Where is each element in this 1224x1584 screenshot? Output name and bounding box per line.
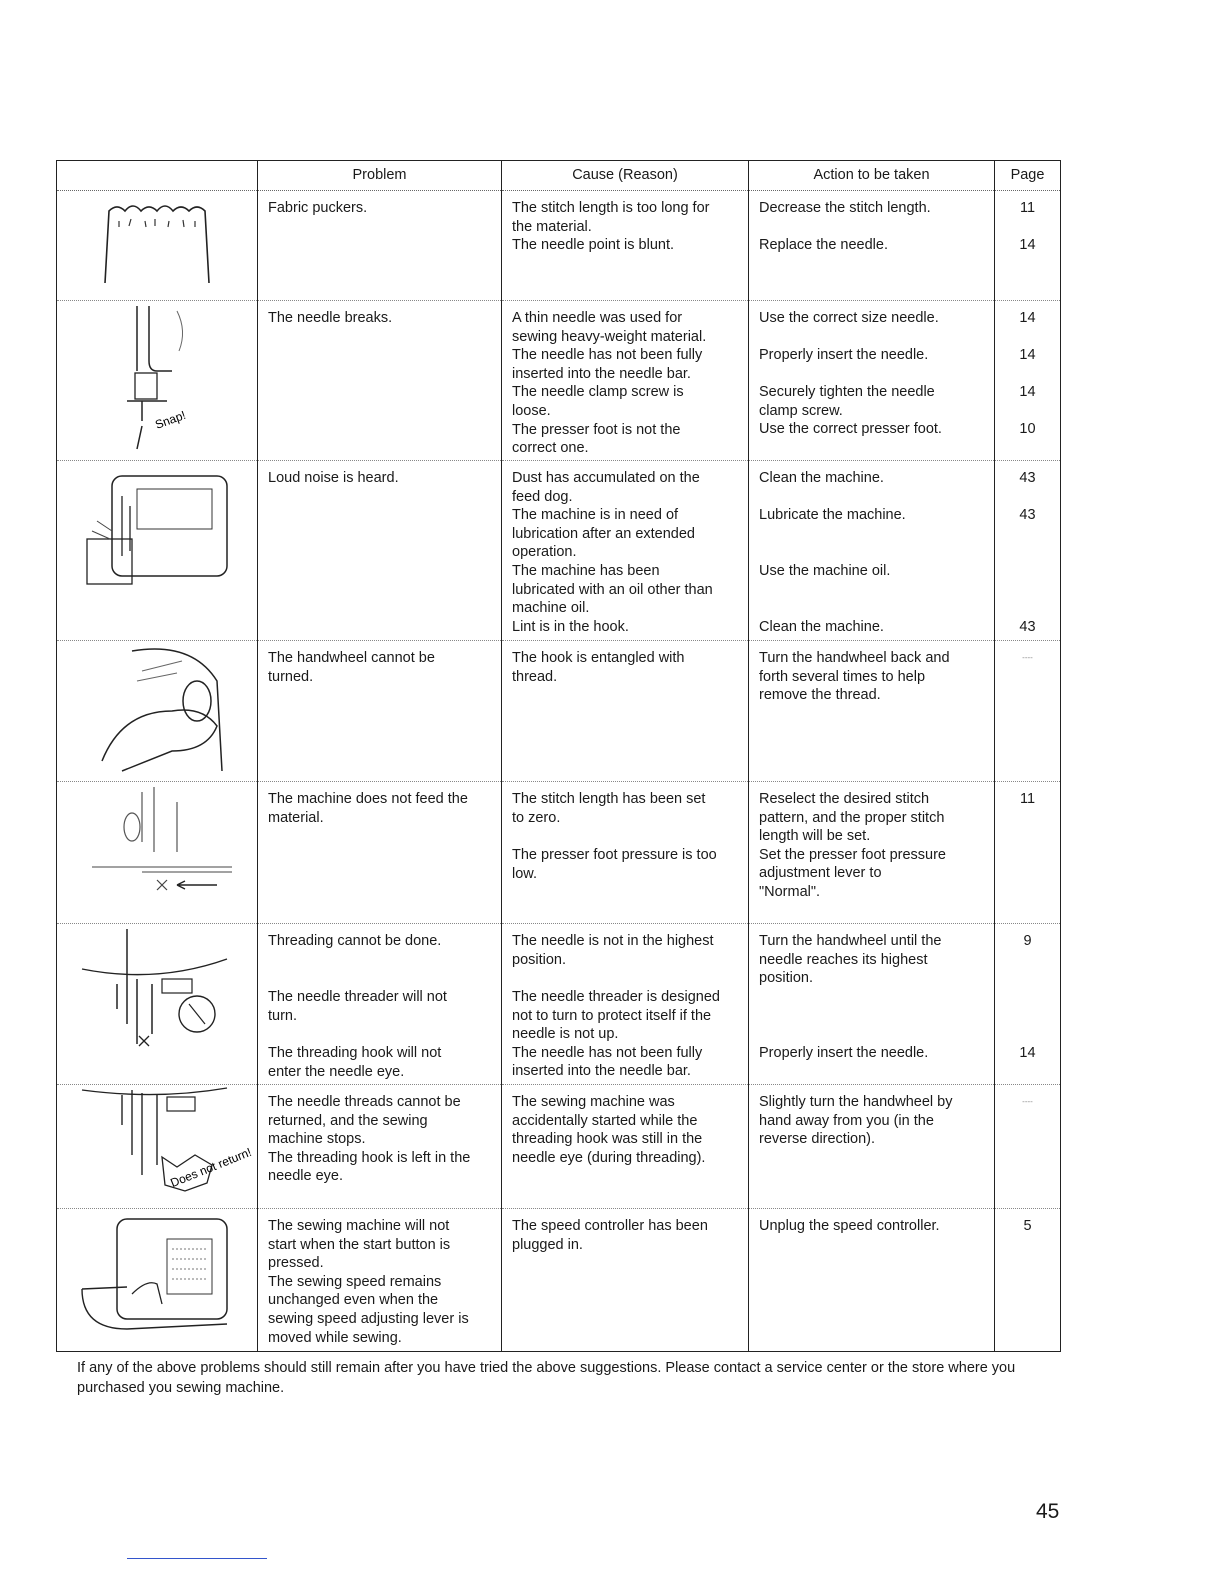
page-ref	[995, 562, 1060, 618]
problem-text: The threading hook will not enter the needle eye.	[268, 1045, 442, 1080]
page-ref: 43	[1019, 507, 1036, 523]
cause-text: The needle threader is designed not to turn to protect itself if the needle is not up.	[512, 989, 720, 1043]
problem-cell	[258, 782, 502, 924]
table-row	[57, 1209, 1061, 1352]
problem-cell	[258, 924, 502, 1085]
page-ref: ----	[1022, 1097, 1033, 1106]
illustration-cell	[57, 191, 258, 301]
snap-label: Snap!	[153, 407, 188, 432]
illustration-cell	[57, 1209, 258, 1352]
illustration-cell	[57, 461, 258, 641]
page-ref: ----	[1022, 653, 1033, 662]
action-cell	[749, 641, 995, 782]
troubleshooting-table	[56, 160, 1061, 1352]
header-cause: Cause (Reason)	[502, 161, 749, 191]
page-cell	[995, 1085, 1061, 1209]
page-ref: 14	[1019, 384, 1036, 400]
page-ref: 10	[1019, 421, 1036, 437]
table-row	[57, 301, 1061, 461]
action-cell	[749, 461, 995, 641]
action-text: Clean the machine.	[759, 470, 884, 486]
problem-cell	[258, 1209, 502, 1352]
action-text: Properly insert the needle.	[759, 347, 929, 363]
problem-cell	[258, 1085, 502, 1209]
illustration-cell	[57, 641, 258, 782]
cause-text: The hook is entangled with thread.	[512, 650, 685, 685]
page-cell	[995, 924, 1061, 1085]
action-text: Turn the handwheel until the needle reaches its highest position.	[759, 933, 942, 987]
page-cell	[995, 782, 1061, 924]
cause-text: The stitch length is too long for the material.	[512, 200, 710, 235]
footer-divider	[127, 1558, 267, 1559]
page-cell	[995, 461, 1061, 641]
problem-cell	[258, 301, 502, 461]
feed-dog-icon	[82, 782, 232, 892]
cause-cell	[502, 461, 749, 641]
does-not-return-label: Does not return!	[168, 1144, 254, 1191]
page-cell	[995, 641, 1061, 782]
page-cell	[995, 191, 1061, 301]
problem-text: Loud noise is heard.	[268, 470, 399, 486]
action-cell	[749, 301, 995, 461]
cause-text: The sewing machine was accidentally started while the threading hook was still in the needle eye (during threading).	[512, 1094, 706, 1166]
action-text: Replace the needle.	[759, 237, 888, 253]
problem-text: Threading cannot be done.	[268, 933, 442, 949]
header-action: Action to be taken	[749, 161, 995, 191]
action-text: Lubricate the machine.	[759, 507, 906, 523]
page-ref: 11	[1019, 200, 1036, 216]
page-number: 45	[1036, 1500, 1060, 1523]
table-row	[57, 1085, 1061, 1209]
table-row	[57, 782, 1061, 924]
problem-cell	[258, 641, 502, 782]
action-cell	[749, 924, 995, 1085]
problem-text: The needle threader will not turn.	[268, 989, 447, 1024]
cause-cell	[502, 924, 749, 1085]
action-text: Securely tighten the needle clamp screw.	[759, 384, 935, 419]
page-ref: 14	[1019, 347, 1036, 363]
needle-snap-icon	[97, 301, 217, 451]
cause-cell	[502, 1209, 749, 1352]
page-ref: 43	[1019, 619, 1036, 635]
problem-text: The machine does not feed the material.	[268, 791, 468, 826]
cause-text: The speed controller has been plugged in.	[512, 1218, 708, 1253]
footer-note: If any of the above problems should still remain after you have tried the above suggestions. Please contact a service center or the store where you purchased you sewing machine.	[77, 1360, 1016, 1396]
cause-text: The presser foot is not the correct one.	[512, 421, 681, 457]
action-cell	[749, 782, 995, 924]
header-page: Page	[995, 161, 1061, 191]
cause-text: The machine has been lubricated with an oil other than machine oil.	[512, 562, 713, 617]
action-text: Use the machine oil.	[759, 563, 891, 579]
cause-cell	[502, 301, 749, 461]
speed-controller-icon	[77, 1209, 237, 1339]
cause-cell	[502, 191, 749, 301]
problem-text: The needle threads cannot be returned, and the sewing machine stops. The threading hook is left in the needle eye.	[268, 1094, 471, 1185]
action-cell	[749, 1209, 995, 1352]
action-text: Reselect the desired stitch pattern, and the proper stitch length will be set.	[759, 791, 945, 845]
page-ref: 43	[1019, 470, 1036, 486]
page-ref: 11	[1019, 791, 1036, 807]
action-cell	[749, 1085, 995, 1209]
cause-text: The needle clamp screw is loose.	[512, 384, 684, 419]
cause-text: The presser foot pressure is too low.	[512, 847, 717, 882]
problem-text: The needle breaks.	[268, 310, 393, 326]
action-text: Clean the machine.	[759, 619, 884, 635]
cause-cell	[502, 641, 749, 782]
page-ref: 14	[1019, 1045, 1036, 1061]
sewing-machine-icon	[82, 461, 232, 591]
needle-threader-icon	[77, 924, 237, 1054]
cause-text: A thin needle was used for sewing heavy-weight material.	[512, 310, 707, 345]
action-text: Decrease the stitch length.	[759, 200, 931, 216]
page-cell	[995, 1209, 1061, 1352]
action-text: Set the presser foot pressure adjustment lever to "Normal".	[759, 846, 946, 900]
cause-text: The needle point is blunt.	[512, 237, 675, 254]
illustration-cell	[57, 782, 258, 924]
cause-cell	[502, 1085, 749, 1209]
cause-text: Lint is in the hook.	[512, 618, 629, 635]
problem-text: Fabric puckers.	[268, 200, 368, 216]
puckered-fabric-icon	[97, 191, 217, 286]
cause-text: The needle has not been fully inserted into the needle bar.	[512, 1044, 703, 1080]
cause-text: The needle is not in the highest position.	[512, 933, 714, 968]
table-row	[57, 924, 1061, 1085]
page-ref: 14	[1019, 310, 1036, 326]
header-problem: Problem	[258, 161, 502, 191]
handwheel-icon	[82, 641, 232, 776]
cause-text: Dust has accumulated on the feed dog.	[512, 470, 700, 505]
action-cell	[749, 191, 995, 301]
action-text: Unplug the speed controller.	[759, 1218, 940, 1234]
page-ref: 5	[1023, 1218, 1032, 1234]
action-text: Properly insert the needle.	[759, 1045, 929, 1061]
cause-text: The stitch length has been set to zero.	[512, 791, 706, 826]
page-ref: 14	[1019, 237, 1036, 253]
cause-text: The needle has not been fully inserted into the needle bar.	[512, 347, 703, 382]
problem-text: The handwheel cannot be turned.	[268, 650, 435, 685]
page-cell	[995, 301, 1061, 461]
illustration-cell	[57, 924, 258, 1085]
problem-text: The sewing machine will not start when the start button is pressed. The sewing speed remains unchanged even when the sewing speed adjusting lever is moved while sewing.	[268, 1218, 469, 1346]
illustration-cell	[57, 1085, 258, 1209]
page-ref: 9	[1023, 933, 1032, 949]
action-text: Turn the handwheel back and forth several times to help remove the thread.	[759, 650, 950, 704]
cause-text: The machine is in need of lubrication after an extended operation.	[512, 507, 695, 561]
table-header-row	[57, 161, 1061, 191]
table-row	[57, 191, 1061, 301]
cause-cell	[502, 782, 749, 924]
header-image	[57, 161, 258, 191]
threader-not-return-icon	[77, 1085, 254, 1200]
action-text: Slightly turn the handwheel by hand away from you (in the reverse direction).	[759, 1094, 953, 1148]
action-text: Use the correct presser foot.	[759, 421, 942, 438]
problem-cell	[258, 191, 502, 301]
problem-cell	[258, 461, 502, 641]
table-row	[57, 641, 1061, 782]
table-row	[57, 461, 1061, 641]
illustration-cell	[57, 301, 258, 461]
action-text: Use the correct size needle.	[759, 310, 939, 326]
